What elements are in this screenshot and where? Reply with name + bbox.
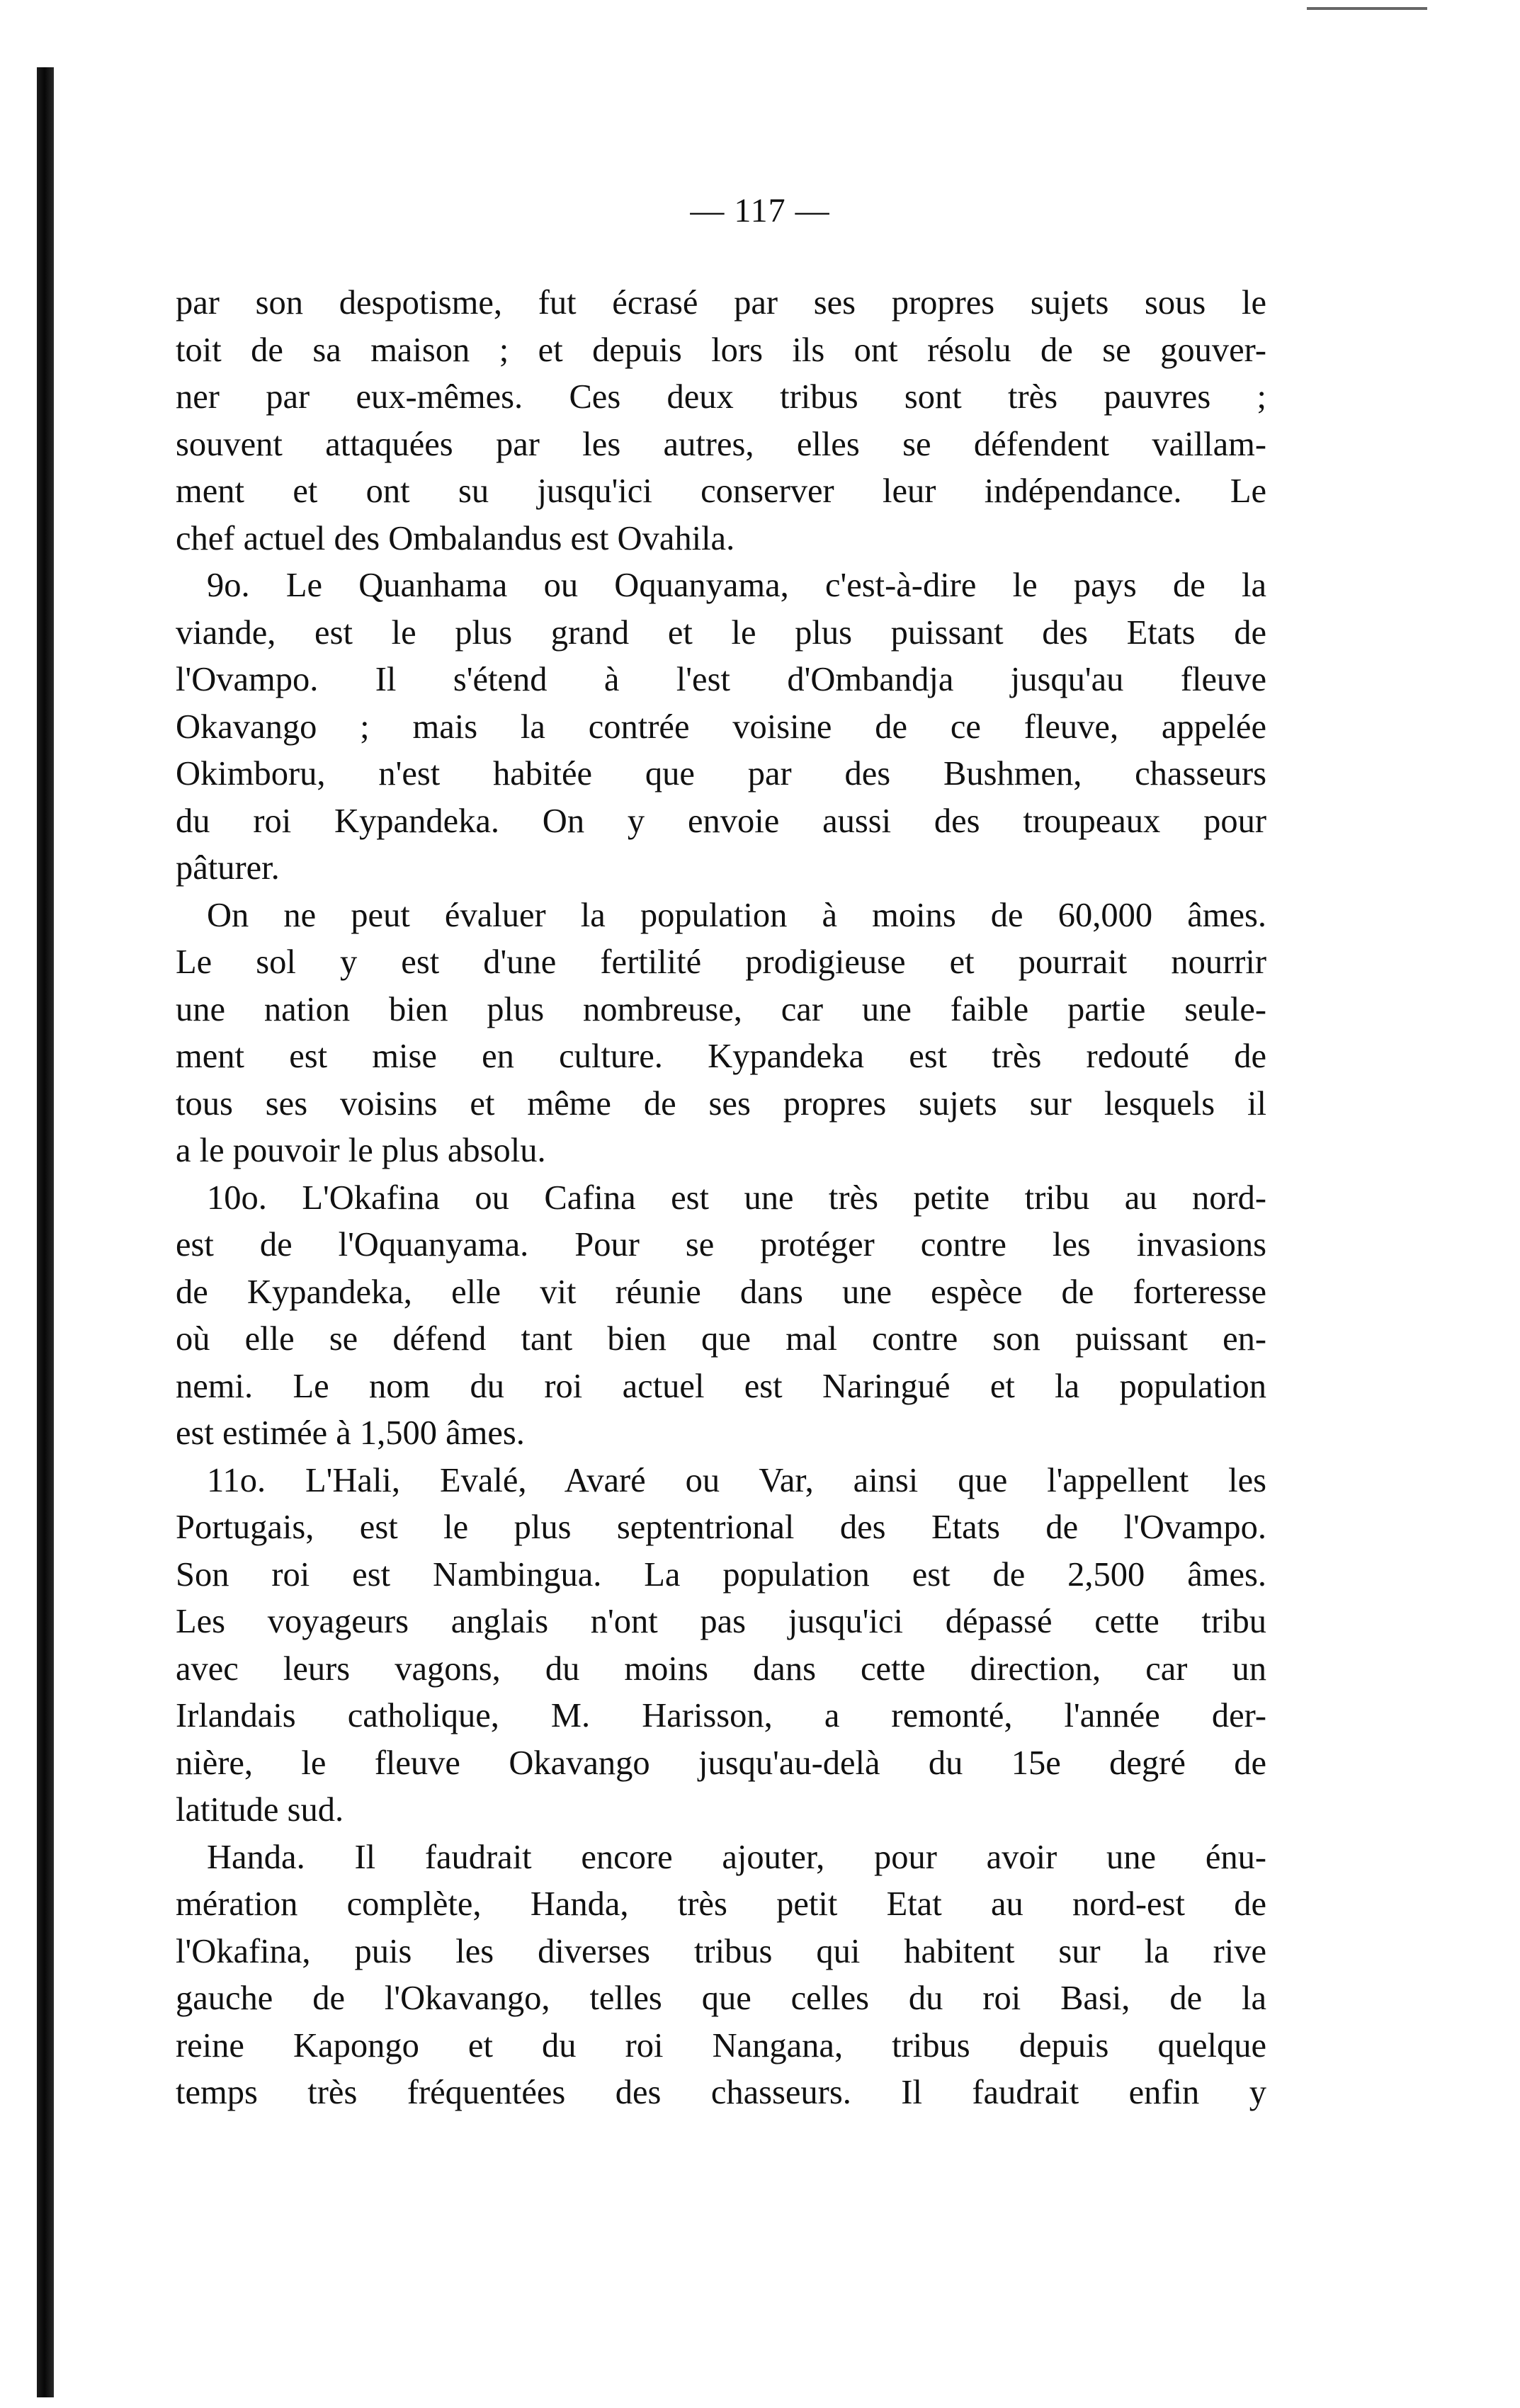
text-line: 11o. L'Hali, Evalé, Avaré ou Var, ainsi que l'appellent les bbox=[207, 1461, 1266, 1499]
text-line: est de l'Oquanyama. Pour se protéger contre les invasions bbox=[176, 1226, 1266, 1263]
text-line: nemi. Le nom du roi actuel est Naringué et la population bbox=[176, 1367, 1266, 1405]
text-line: On ne peut évaluer la population à moins de 60,000 âmes. bbox=[207, 896, 1266, 934]
text-line: Son roi est Nambingua. La population est de 2,500 âmes. bbox=[176, 1555, 1266, 1594]
text-line: 9o. Le Quanhama ou Oquanyama, c'est-à-dire le pays de la bbox=[207, 567, 1266, 604]
text-line: Irlandais catholique, M. Harisson, a remonté, l'année der- bbox=[176, 1697, 1266, 1734]
text-line: a le pouvoir le plus absolu. bbox=[176, 1132, 546, 1169]
text-line: Okimboru, n'est habitée que par des Bushmen, chasseurs bbox=[176, 755, 1266, 793]
text-line: ment et ont su jusqu'ici conserver leur indépendance. Le bbox=[176, 472, 1266, 510]
text-line: ner par eux-mêmes. Ces deux tribus sont très pauvres ; bbox=[176, 378, 1266, 416]
text-line: tous ses voisins et même de ses propres sujets sur lesquels il bbox=[176, 1084, 1266, 1123]
text-line: viande, est le plus grand et le plus puissant des Etats de bbox=[176, 613, 1266, 652]
text-line: Le sol y est d'une fertilité prodigieuse et pourrait nourrir bbox=[176, 943, 1266, 981]
page-body bbox=[176, 280, 1266, 2117]
text-line: souvent attaquées par les autres, elles se défendent vaillam- bbox=[176, 425, 1266, 463]
text-line: Okavango ; mais la contrée voisine de ce fleuve, appelée bbox=[176, 708, 1266, 746]
text-line: où elle se défend tant bien que mal contre son puissant en- bbox=[176, 1320, 1266, 1358]
text-line: pâturer. bbox=[176, 849, 280, 887]
text-line: par son despotisme, fut écrasé par ses propres sujets sous le bbox=[176, 284, 1266, 322]
scan-binding-edge bbox=[37, 67, 54, 2397]
text-line: 10o. L'Okafina ou Cafina est une très petite tribu au nord- bbox=[207, 1179, 1266, 1217]
text-line: Les voyageurs anglais n'ont pas jusqu'ici dépassé cette tribu bbox=[176, 1603, 1266, 1640]
text-line: de Kypandeka, elle vit réunie dans une espèce de forteresse bbox=[176, 1273, 1266, 1311]
text-line: reine Kapongo et du roi Nangana, tribus depuis quelque bbox=[176, 2026, 1266, 2065]
text-line: est estimée à 1,500 âmes. bbox=[176, 1414, 525, 1452]
text-line: latitude sud. bbox=[176, 1791, 344, 1829]
text-line: Portugais, est le plus septentrional des Etats de l'Ovampo. bbox=[176, 1509, 1266, 1546]
text-line: avec leurs vagons, du moins dans cette direction, car un bbox=[176, 1649, 1266, 1688]
text-line: temps très fréquentées des chasseurs. Il faudrait enfin y bbox=[176, 2074, 1266, 2111]
text-line: mération complète, Handa, très petit Etat au nord-est de bbox=[176, 1885, 1266, 1923]
page-number: — 117 — bbox=[690, 192, 830, 229]
text-line: gauche de l'Okavango, telles que celles du roi Basi, de la bbox=[176, 1980, 1266, 2017]
text-line: l'Ovampo. Il s'étend à l'est d'Ombandja jusqu'au fleuve bbox=[176, 661, 1266, 698]
text-line: toit de sa maison ; et depuis lors ils ont résolu de se gouver- bbox=[176, 331, 1266, 369]
text-line: du roi Kypandeka. On y envoie aussi des troupeaux pour bbox=[176, 802, 1266, 840]
text-line: Handa. Il faudrait encore ajouter, pour avoir une énu- bbox=[207, 1838, 1266, 1876]
text-line: une nation bien plus nombreuse, car une faible partie seule- bbox=[176, 990, 1266, 1028]
scan-top-rule bbox=[1307, 7, 1427, 10]
text-line: ment est mise en culture. Kypandeka est très redouté de bbox=[176, 1038, 1266, 1075]
text-line: l'Okafina, puis les diverses tribus qui habitent sur la rive bbox=[176, 1932, 1266, 1970]
text-line: nière, le fleuve Okavango jusqu'au-delà du 15e degré de bbox=[176, 1744, 1266, 1782]
text-line: chef actuel des Ombalandus est Ovahila. bbox=[176, 519, 735, 557]
